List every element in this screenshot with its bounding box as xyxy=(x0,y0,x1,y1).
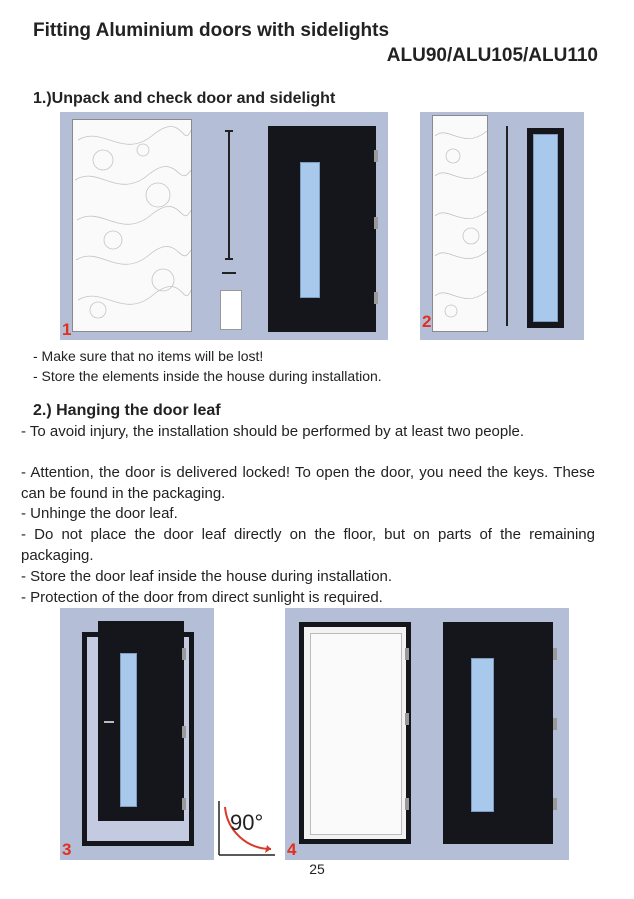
title-line-1: Fitting Aluminium doors with sidelights xyxy=(33,20,390,41)
ornament-pattern xyxy=(73,120,192,332)
sidelight-panel xyxy=(72,119,192,332)
section-2-paragraph-5: - Store the door leaf inside the house during installation. xyxy=(21,568,393,585)
hinge-icon xyxy=(405,648,409,660)
door-frame-open xyxy=(299,622,411,844)
handle-bar xyxy=(228,130,230,260)
page-number: 25 xyxy=(309,861,325,877)
section-2-paragraph-4: - Do not place the door leaf directly on the floor, but on parts of the remaining packaging. xyxy=(21,526,595,564)
ornament-pattern xyxy=(433,116,488,332)
door-glass xyxy=(471,658,494,812)
section-1-note-1: - Make sure that no items will be lost! xyxy=(33,348,264,364)
figure-1-panel xyxy=(60,112,388,340)
hinge-icon xyxy=(374,150,378,162)
hinge-icon xyxy=(374,217,378,229)
figure-2-panel xyxy=(420,112,584,340)
hinge-icon xyxy=(553,648,557,660)
sidelight-panel xyxy=(432,115,488,332)
door-leaf xyxy=(268,126,376,332)
hinge-icon xyxy=(553,798,557,810)
section-1-note-2: - Store the elements inside the house during installation. xyxy=(33,368,382,384)
hinge-icon xyxy=(553,718,557,730)
section-2-heading: 2.) Hanging the door leaf xyxy=(33,402,221,419)
door-glass xyxy=(120,653,137,807)
figure-3-panel xyxy=(60,608,214,860)
figure-2-label: 2 xyxy=(422,312,432,331)
door-leaf xyxy=(98,621,184,821)
sidelight-frame xyxy=(527,128,564,328)
figure-3-label: 3 xyxy=(62,840,72,859)
title-line-2: ALU90/ALU105/ALU110 xyxy=(386,45,598,66)
sidelight-glass xyxy=(533,134,558,322)
door-glass xyxy=(300,162,320,298)
section-2-paragraph-6: - Protection of the door from direct sunlight is required. xyxy=(21,589,383,606)
section-2-paragraph-1: - To avoid injury, the installation should be performed by at least two people. xyxy=(21,423,525,440)
glazing-bead xyxy=(506,126,508,326)
figure-1-label: 1 xyxy=(62,320,72,339)
manual-sheet xyxy=(220,290,242,330)
section-2-paragraph-2: - Attention, the door is delivered locked! To open the door, you need the keys. These can be found in the packaging. xyxy=(21,464,595,502)
hinge-icon xyxy=(182,648,186,660)
hinge-icon xyxy=(374,292,378,304)
key xyxy=(222,272,236,274)
section-2-paragraph-3: - Unhinge the door leaf. xyxy=(21,505,178,522)
figure-4-label: 4 xyxy=(287,840,297,859)
hinge-icon xyxy=(182,798,186,810)
figure-4-panel xyxy=(285,608,569,860)
hinge-icon xyxy=(182,726,186,738)
door-leaf xyxy=(443,622,553,844)
section-1-heading: 1.)Unpack and check door and sidelight xyxy=(33,90,336,107)
hinge-icon xyxy=(405,798,409,810)
hinge-icon xyxy=(405,713,409,725)
handle-icon xyxy=(104,721,114,723)
angle-label: 90° xyxy=(230,810,264,835)
